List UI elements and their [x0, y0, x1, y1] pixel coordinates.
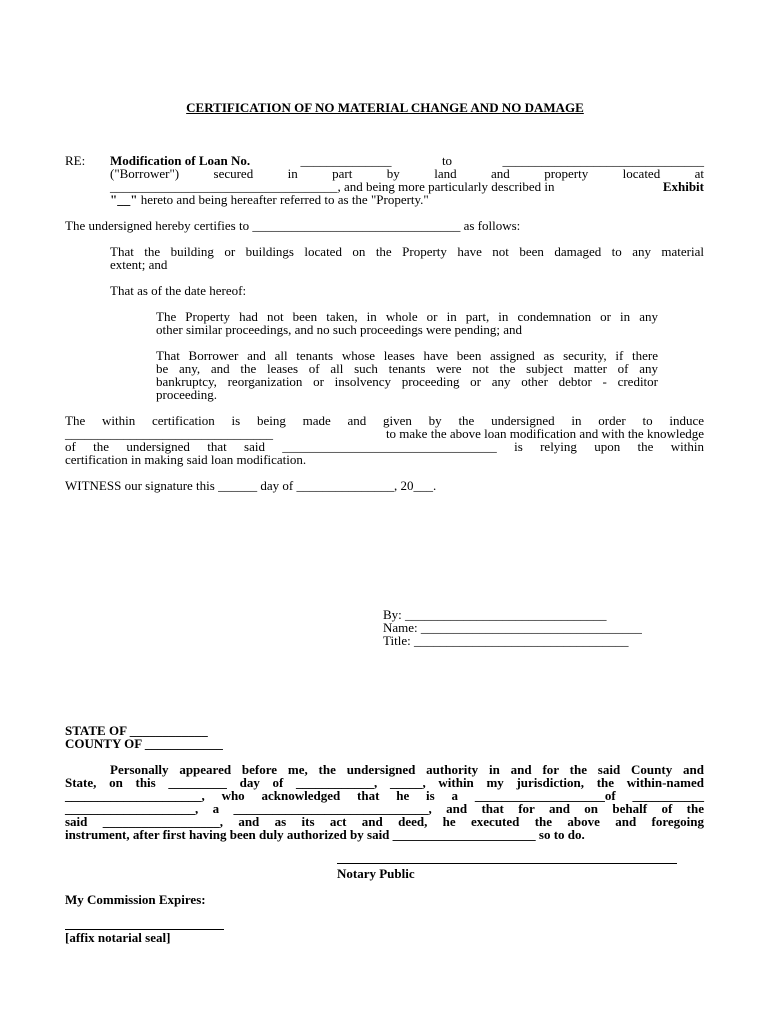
re-to: to: [441, 153, 453, 168]
sub2-line-4: proceeding.: [156, 387, 218, 402]
re-loan-label: Modification of Loan No.: [110, 153, 251, 168]
re-property-blank: ___________________________________: [110, 179, 338, 194]
certifies-line: The undersigned hereby certifies to ________________________________ as follows:: [65, 218, 521, 233]
witness-line: WITNESS our signature this ______ day of _______________, 20___.: [65, 478, 437, 493]
re-line-3-text: , and being more particularly described in: [337, 179, 555, 194]
re-exhibit-blank: "__": [110, 192, 138, 207]
document-title: CERTIFICATION OF NO MATERIAL CHANGE AND NO DAMAGE: [186, 100, 584, 115]
notary-line-6: instrument, after first having been duly authorized by said ______________________ so to do.: [65, 827, 585, 842]
within-lender-blank: ________________________________: [65, 426, 273, 441]
county-line: COUNTY OF ____________: [65, 736, 223, 751]
signature-title-line: _________________________________: [410, 633, 629, 648]
para1-line-2: extent; and: [110, 257, 168, 272]
re-line-2: ("Borrower") secured in part by land and property located at: [110, 166, 704, 181]
sub2-line-3: bankruptcy, reorganization or insolvency proceeding or any other debtor - creditor: [156, 374, 658, 389]
signature-title-label: Title:: [383, 633, 411, 648]
sub1-line-1: The Property had not been taken, in whole or in part, in condemnation or in any: [156, 309, 658, 324]
notary-line-3: _____________________, who acknowledged that he is a ____________________of ___________: [65, 788, 704, 803]
notary-line-5: said __________________, and as its act and deed, he executed the above and foregoing: [65, 814, 704, 829]
re-loan-blank: ______________: [300, 153, 392, 168]
notary-public-label: Notary Public: [337, 866, 415, 881]
re-label: RE:: [65, 153, 86, 168]
signature-name-label: Name:: [383, 620, 418, 635]
sub1-line-2: other similar proceedings, and no such proceedings were pending; and: [156, 322, 523, 337]
within-line-2-text: to make the above loan modification and with the knowledge: [382, 426, 704, 441]
para1-line-1: That the building or buildings located on the Property have not been damaged to any material: [110, 244, 704, 259]
sub2-line-1: That Borrower and all tenants whose leases have been assigned as security, if there: [156, 348, 658, 363]
within-line-4: certification in making said loan modification.: [65, 452, 307, 467]
signature-name-line: __________________________________: [417, 620, 642, 635]
re-exhibit: Exhibit: [662, 179, 704, 194]
commission-expires: My Commission Expires:: [65, 892, 206, 907]
re-line-4-text: hereto and being hereafter referred to as the "Property.": [137, 192, 429, 207]
re-borrower-blank: _______________________________: [502, 153, 704, 168]
state-line: STATE OF ____________: [65, 723, 208, 738]
signature-by-line: _______________________________: [401, 607, 607, 622]
signature-by-label: By:: [383, 607, 402, 622]
notary-line-1: Personally appeared before me, the undersigned authority in and for the said County and: [110, 762, 704, 777]
affix-seal-label: [affix notarial seal]: [65, 930, 171, 945]
within-line-1: The within certification is being made and given by the undersigned in order to induce: [65, 413, 704, 428]
notary-line-4: ____________________, a ______________________________, and that for and on behalf of the: [65, 801, 704, 816]
within-line-3: of the undersigned that said _________________________________ is relying upon the within: [65, 439, 704, 454]
sub2-line-2: be any, and the leases of all such tenants were not the subject matter of any: [156, 361, 658, 376]
notary-line-2: State, on this _________ day of ____________, _____, within my jurisdiction, the within-named: [65, 775, 704, 790]
re-line-4: [110, 193, 429, 206]
notary-signature-rule: [337, 863, 677, 864]
para2: That as of the date hereof:: [110, 283, 247, 298]
signature-title: [383, 634, 628, 647]
